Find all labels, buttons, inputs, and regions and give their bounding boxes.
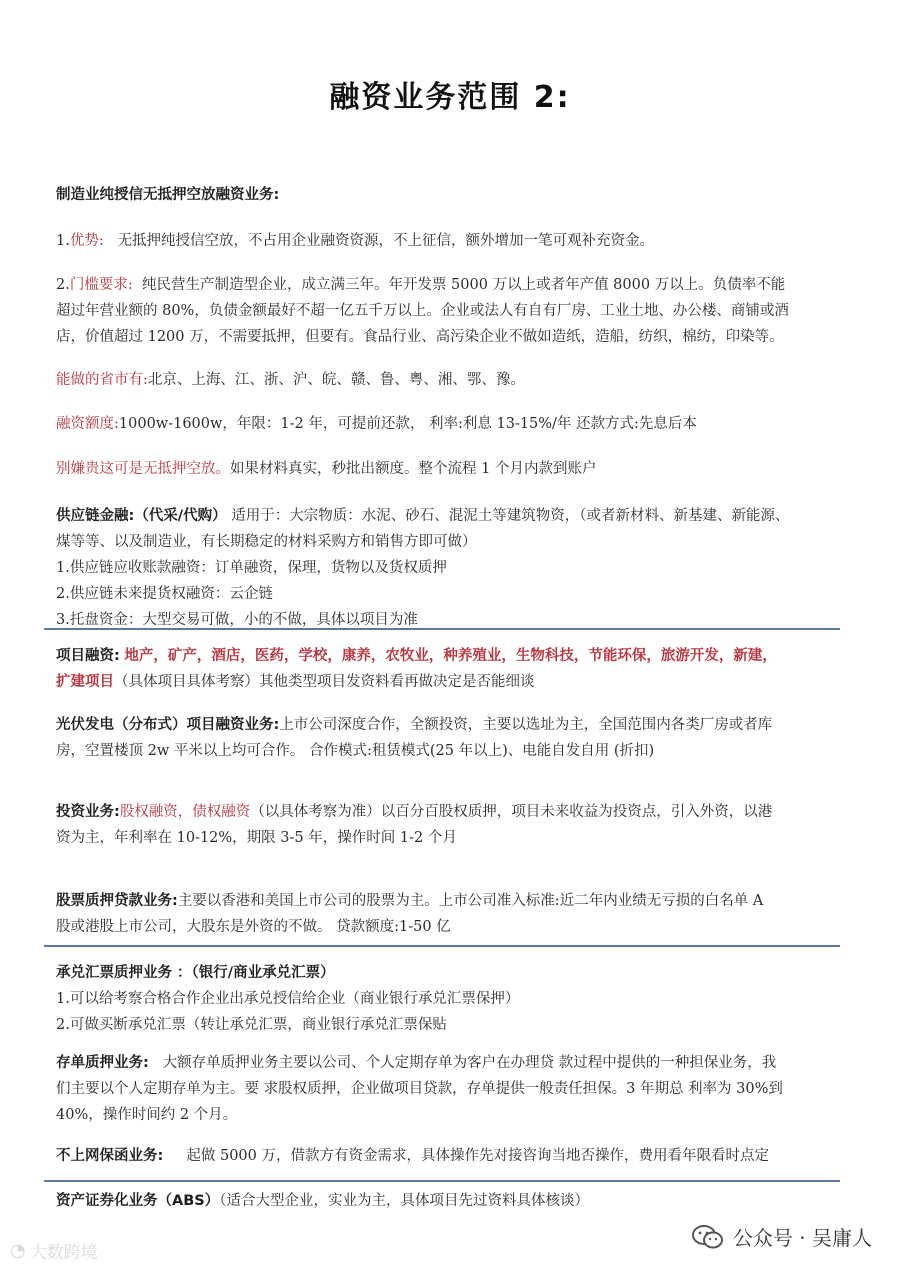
supply-chain-section xyxy=(56,503,851,633)
solar-section xyxy=(56,712,851,764)
threshold-line: 超过年营业额的 80%，负债金额最好不超一亿五千万以上。企业或法人有自有厂房、工业土地、办公楼、商铺或酒 xyxy=(56,303,789,319)
provinces-text: 北京、上海、江、浙、沪、皖、赣、鲁、粤、湘、鄂、豫。 xyxy=(147,372,525,388)
section-heading: 股票质押贷款业务: xyxy=(56,893,178,909)
solar-line: 上市公司深度合作，全额投资，主要以选址为主，全国范围内各类厂房或者库 xyxy=(279,717,773,733)
section-divider xyxy=(44,628,840,630)
page-title: 融资业务范围 2: xyxy=(329,80,571,115)
section-heading: 供应链金融:（代采/代购） xyxy=(56,508,227,524)
section-heading: 不上网保函业务: xyxy=(56,1148,164,1164)
threshold-paragraph xyxy=(56,272,851,350)
threshold-line: 店，价值超过 1200 万，不需要抵押，但要有。食品行业、高污染企业不做如造纸，造船，纺织，棉纺，印染等。 xyxy=(56,329,784,345)
watermark-logo-icon: ◔ xyxy=(10,1240,26,1261)
stock-section xyxy=(56,888,851,940)
advantage-text: 无抵押纯授信空放，不占用企业融资资源，不上征信，额外增加一笔可观补充资金。 xyxy=(117,233,655,249)
deposit-line: 们主要以个人定期存单为主。要 求股权质押，企业做项目贷款，存单提供一般责任担保。3 年期总 利率为 30%到 xyxy=(56,1081,783,1097)
guarantee-text: 起做 5000 万，借款方有资金需求，具体操作先对接咨询当地否操作，费用看年限看时点定 xyxy=(186,1148,769,1164)
amount-label: 融资额度: xyxy=(56,416,119,432)
section-heading: 存单质押业务: xyxy=(56,1055,149,1071)
list-item: 2.供应链未来提货权融资：云企链 xyxy=(56,586,273,602)
section-heading: 光伏发电（分布式）项目融资业务: xyxy=(56,717,280,733)
list-item: 3.托盘资金：大型交易可做，小的不做，具体以项目为准 xyxy=(56,612,418,628)
wechat-icon xyxy=(691,1223,725,1251)
amount-paragraph xyxy=(56,411,851,437)
section-divider xyxy=(44,945,840,947)
acceptance-section xyxy=(56,960,851,1038)
section-heading: 资产证券化业务（ABS） xyxy=(56,1193,220,1209)
threshold-label: 门槛要求: xyxy=(69,277,133,293)
supply-chain-line: 适用于：大宗物质：水泥、砂石、混泥土等建筑物资，（或者新材料、新基建、新能源、 xyxy=(231,508,790,524)
provinces-paragraph xyxy=(56,367,851,393)
advantage-paragraph xyxy=(56,228,851,254)
note-red: 别嫌贵这可是无抵押空放。 xyxy=(56,461,230,477)
deposit-section xyxy=(56,1050,851,1128)
deposit-line: 40%，操作时间约 2 个月。 xyxy=(56,1107,238,1123)
watermark-right xyxy=(691,1222,872,1251)
supply-chain-line: 煤等等、以及制造业，有长期稳定的材料采购方和销售方即可做） xyxy=(56,534,477,550)
threshold-line: 纯民营生产制造型企业，成立满三年。年开发票 5000 万以上或者年产值 8000 万以上。负债率不能 xyxy=(141,277,786,293)
advantage-label: 优势: xyxy=(69,233,104,249)
section-heading: 项目融资: xyxy=(56,648,120,664)
note-paragraph xyxy=(56,456,851,482)
section-heading: 制造业纯授信无抵押空放融资业务: xyxy=(56,187,280,203)
section-heading: 承兑汇票质押业务 ：（银行/商业承兑汇票） xyxy=(56,965,335,981)
project-section xyxy=(56,643,851,695)
section-divider xyxy=(44,1180,840,1182)
threshold-number: 2. xyxy=(56,277,70,293)
project-red-prefix: 扩建项目 xyxy=(56,674,114,690)
watermark-right-text: 公众号 · 吴庸人 xyxy=(732,1226,872,1250)
list-item: 2.可做买断承兑汇票（转让承兑汇票，商业银行承兑汇票保贴 xyxy=(56,1017,447,1033)
watermark-left xyxy=(10,1238,98,1263)
list-item: 1.供应链应收账款融资：订单融资，保理，货物以及货权质押 xyxy=(56,560,447,576)
project-text: （具体项目具体考察）其他类型项目发资料看再做决定是否能细谈 xyxy=(114,674,535,690)
list-item: 1.可以给考察合格合作企业出承兑授信给企业（商业银行承兑汇票保押） xyxy=(56,991,520,1007)
provinces-label: 能做的省市有: xyxy=(56,372,148,388)
section-heading: 投资业务: xyxy=(56,804,120,820)
stock-line: 主要以香港和美国上市公司的股票为主。上市公司准入标准:近二年内业绩无亏损的白名单 A xyxy=(177,893,764,909)
project-red-list: 地产，矿产，酒店，医药，学校，康养，农牧业，种养殖业，生物科技，节能环保，旅游开发，新建， xyxy=(124,648,777,664)
manufacturing-heading xyxy=(56,182,851,208)
note-text: 如果材料真实，秒批出额度。整个流程 1 个月内款到账户 xyxy=(230,461,597,477)
deposit-line: 大额存单质押业务主要以公司、个人定期存单为客户在办理贷 款过程中提供的一种担保业务，我 xyxy=(162,1055,777,1071)
amount-text: 1000w-1600w，年限：1-2 年，可提前还款， 利率:利息 13-15%/年 还款方式:先息后本 xyxy=(118,416,697,432)
stock-line: 股或港股上市公司，大股东是外资的不做。 贷款额度:1-50 亿 xyxy=(56,919,451,935)
solar-line: 房，空置楼顶 2w 平米以上均可合作。 合作模式:租赁模式(25 年以上)、电能自发自用 (折扣) xyxy=(56,743,655,759)
abs-text: （适合大型企业，实业为主，具体项目先过资料具体核谈） xyxy=(219,1193,589,1209)
investment-red: 股权融资，债权融资 xyxy=(119,804,251,820)
investment-section xyxy=(56,799,851,851)
investment-line: 资为主，年利率在 10-12%，期限 3-5 年，操作时间 1-2 个月 xyxy=(56,830,457,846)
abs-section xyxy=(56,1188,851,1214)
investment-line: （以具体考察为准）以百分百股权质押，项目未来收益为投资点，引入外资，以港 xyxy=(250,804,773,820)
watermark-left-text: 大数跨境 xyxy=(29,1243,98,1263)
guarantee-section xyxy=(56,1143,851,1169)
advantage-number: 1. xyxy=(56,233,70,249)
